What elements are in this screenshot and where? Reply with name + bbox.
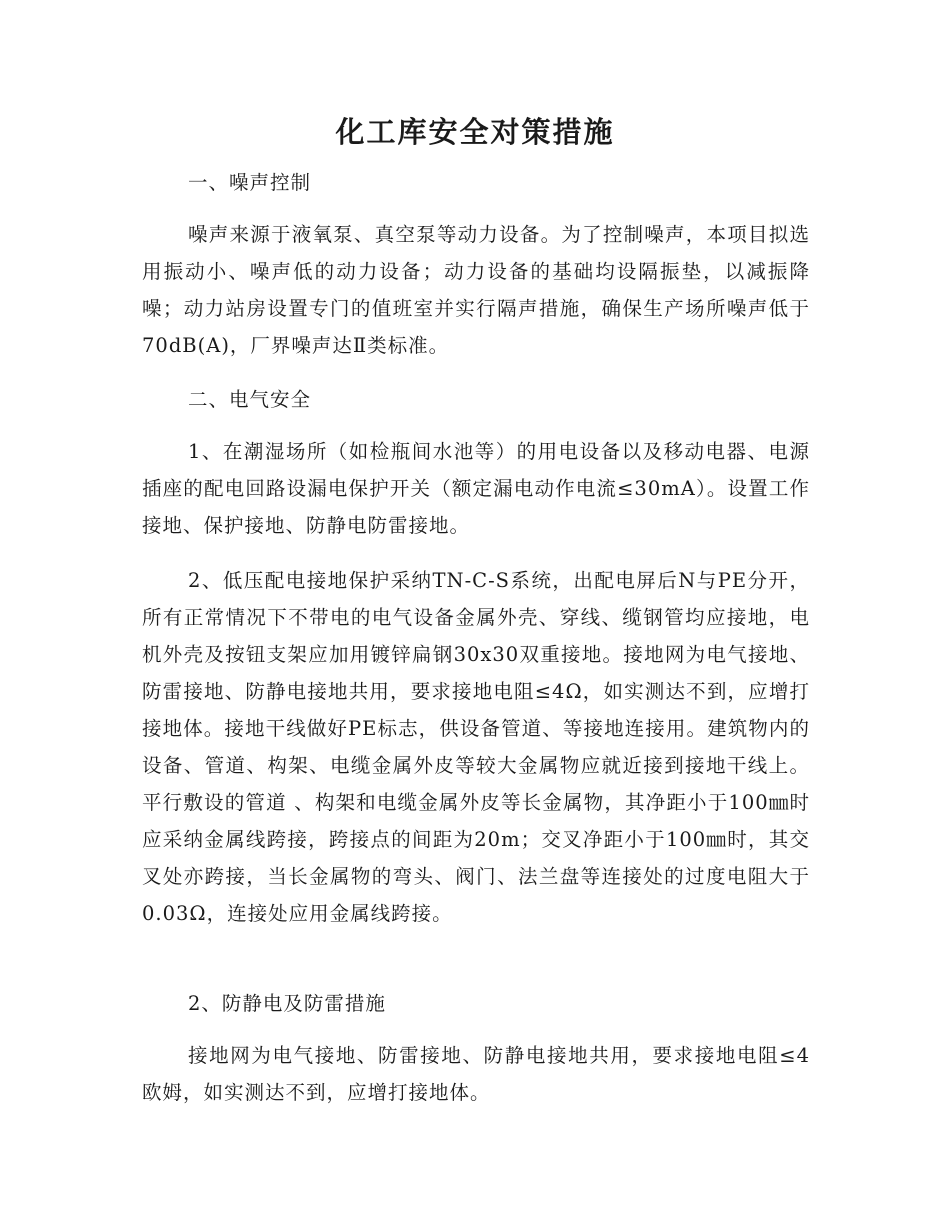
paragraph-electrical-safety-1: 1、在潮湿场所（如检瓶间水池等）的用电设备以及移动电器、电源插座的配电回路设漏电保护开关（额定漏电动作电流≤30mA）。设置工作接地、保护接地、防静电防雷接地。 — [142, 440, 810, 537]
section-heading-antistatic-lightning: 2、防静电及防雷措施 — [188, 992, 386, 1015]
document-title: 化工库安全对策措施 — [335, 115, 615, 149]
section-heading-noise-control: 一、噪声控制 — [188, 171, 312, 194]
section-heading-electrical-safety: 二、电气安全 — [188, 388, 312, 411]
paragraph-noise-control: 噪声来源于液氧泵、真空泵等动力设备。为了控制噪声，本项目拟选用振动小、噪声低的动力设备；动力设备的基础均设隔振垫，以减振降噪；动力站房设置专门的值班室并实行隔声措施，确保生产场所噪声低于70dB(A)，厂界噪声达Ⅱ类标准。 — [142, 223, 810, 357]
paragraph-antistatic-lightning: 接地网为电气接地、防雷接地、防静电接地共用，要求接地电阻≤4欧姆，如实测达不到，应增打接地体。 — [142, 1044, 810, 1104]
paragraph-electrical-safety-2: 2、低压配电接地保护采纳TN-C-S系统，出配电屏后N与PE分开，所有正常情况下不带电的电气设备金属外壳、穿线、缆钢管均应接地，电机外壳及按钮支架应加用镀锌扁钢30x30双重接地。接地网为电气接地、防雷接地、防静电接地共用，要求接地电阻≤4Ω，如实测达不到，应增打接地体。接地干线做好PE标志，供设备管道、等接地连接用。建筑物内的设备、管道、构架、电缆金属外皮等较大金属物应就近接到接地干线上。平行敷设的管道 、构架和电缆金属外皮等长金属物，其净距小于100㎜时应采纳金属线跨接，跨接点的间距为20m；交叉净距小于100㎜时，其交叉处亦跨接，当长金属物的弯头、阀门、法兰盘等连接处的过度电阻大于0.03Ω，连接处应用金属线跨接。 — [142, 569, 810, 925]
